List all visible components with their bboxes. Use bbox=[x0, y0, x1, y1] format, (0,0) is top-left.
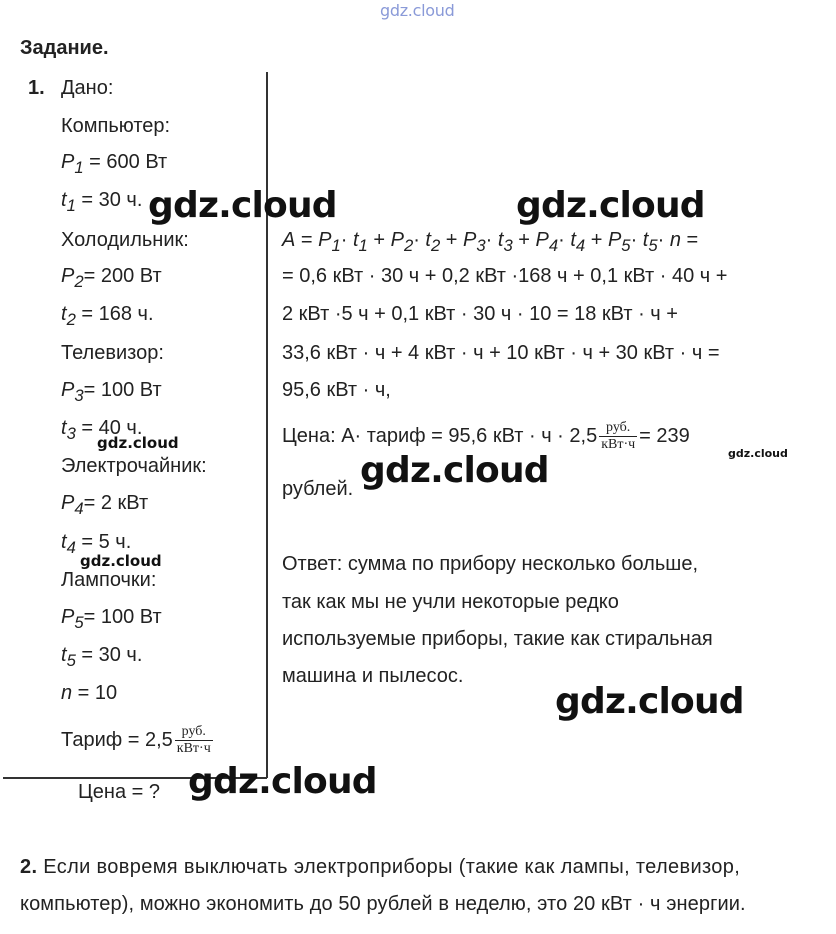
device-kettle: Электрочайник: bbox=[61, 455, 207, 477]
watermark-small-2: gdz.cloud bbox=[80, 552, 162, 570]
calc-line-4: 33,6 кВт · ч + 4 кВт · ч + 10 кВт · ч + 30 кВт · ч = bbox=[282, 342, 720, 364]
given-tariff bbox=[61, 722, 215, 758]
task-2-line-2: компьютер), можно экономить до 50 рублей в неделю, это 20 кВт · ч энергии. bbox=[20, 893, 746, 915]
answer-line-3: используемые приборы, такие как стиральная bbox=[282, 628, 713, 650]
n-value: = 10 bbox=[72, 682, 118, 704]
calc-line-5: 95,6 кВт · ч, bbox=[282, 379, 391, 401]
task-1-number: 1. bbox=[28, 77, 45, 99]
t3-value: = 40 ч. bbox=[75, 417, 143, 439]
watermark-top: gdz.cloud bbox=[380, 1, 455, 20]
given-divider-vertical bbox=[266, 72, 268, 778]
t1-value: = 30 ч. bbox=[75, 189, 143, 211]
price-fraction bbox=[599, 420, 637, 453]
answer-line-1: Ответ: сумма по прибору несколько больше, bbox=[282, 553, 698, 575]
t5-value: = 30 ч. bbox=[75, 644, 143, 666]
given-t5: $t_5 = 30$ ч. bbox=[61, 644, 143, 670]
given-t1: $t_1 = 30$ ч. bbox=[61, 189, 143, 215]
watermark-3: gdz.cloud bbox=[360, 450, 549, 491]
tariff-frac-den: кВт·ч bbox=[176, 741, 211, 757]
t2-value: = 168 ч. bbox=[75, 303, 154, 325]
watermark-1: gdz.cloud bbox=[148, 185, 337, 226]
price-text: Цена: A· тариф = 95,6 кВт · ч · 2,5 bbox=[282, 425, 598, 447]
watermark-tiny: gdz.cloud bbox=[728, 447, 788, 460]
answer-line-4: машина и пылесос. bbox=[282, 665, 464, 687]
watermark-5: gdz.cloud bbox=[188, 761, 377, 802]
given-n: n = 10 bbox=[61, 682, 118, 704]
watermark-small-1: gdz.cloud bbox=[97, 434, 179, 452]
watermark-2: gdz.cloud bbox=[516, 185, 705, 226]
calc-line-3: 2 кВт ·5 ч + 0,1 кВт · 30 ч · 10 = 18 кВт · ч + bbox=[282, 303, 678, 325]
tariff-frac-num: руб. bbox=[175, 724, 213, 741]
given-t2: $t_2 = 168$ ч. bbox=[61, 303, 154, 329]
given-t4: $t_4 = 5$ ч. bbox=[61, 531, 132, 557]
given-p5: $P_5= 100$ Вт bbox=[61, 606, 162, 632]
given-t3: $t_3 = 40$ ч. bbox=[61, 417, 143, 443]
calc-line-2: = 0,6 кВт · 30 ч + 0,2 кВт ·168 ч + 0,1 кВт · 40 ч + bbox=[282, 265, 728, 287]
p3-value: = 100 Вт bbox=[83, 379, 162, 401]
t4-value: = 5 ч. bbox=[75, 531, 132, 553]
task-2-number: 2. bbox=[20, 856, 38, 878]
task-2-text-1: Если вовремя выключать электроприборы (такие как лампы, телевизор, bbox=[37, 856, 741, 878]
device-lamps: Лампочки: bbox=[61, 569, 157, 591]
given-label: Дано: bbox=[61, 77, 114, 99]
p4-value: = 2 кВт bbox=[83, 492, 149, 514]
find-price: Цена = ? bbox=[78, 781, 161, 803]
given-p1: $P_1 = 600$ Вт bbox=[61, 151, 168, 177]
given-p2: $P_2= 200$ Вт bbox=[61, 265, 162, 291]
price-frac-num: руб. bbox=[599, 420, 637, 437]
device-tv: Телевизор: bbox=[61, 342, 164, 364]
tariff-text: Тариф = 2,5 bbox=[61, 729, 173, 751]
price-result: = 239 bbox=[639, 425, 690, 447]
price-line bbox=[282, 418, 690, 454]
p2-value: = 200 Вт bbox=[83, 265, 162, 287]
page-title: Задание. bbox=[20, 37, 109, 59]
device-computer: Компьютер: bbox=[61, 115, 171, 137]
watermark-4: gdz.cloud bbox=[555, 681, 744, 722]
given-p3: $P_3= 100$ Вт bbox=[61, 379, 162, 405]
price-frac-den: кВт·ч bbox=[601, 437, 636, 453]
calc-line-1: $A = P_1\cdot t_1 + P_2\cdot t_2 + P_3\cdot t_3 + P_4\cdot t_4 + P_5\cdot t_5\cdot n$ = bbox=[282, 229, 699, 255]
p5-value: = 100 Вт bbox=[83, 606, 162, 628]
price-unit: рублей. bbox=[282, 478, 354, 500]
answer-line-2: так как мы не учли некоторые редко bbox=[282, 591, 619, 613]
task-2-line-1 bbox=[20, 855, 740, 879]
given-p4: $P_4= 2$ кВт bbox=[61, 492, 149, 518]
p1-value: = 600 Вт bbox=[83, 151, 168, 173]
tariff-fraction bbox=[175, 724, 213, 757]
device-fridge: Холодильник: bbox=[61, 229, 189, 251]
